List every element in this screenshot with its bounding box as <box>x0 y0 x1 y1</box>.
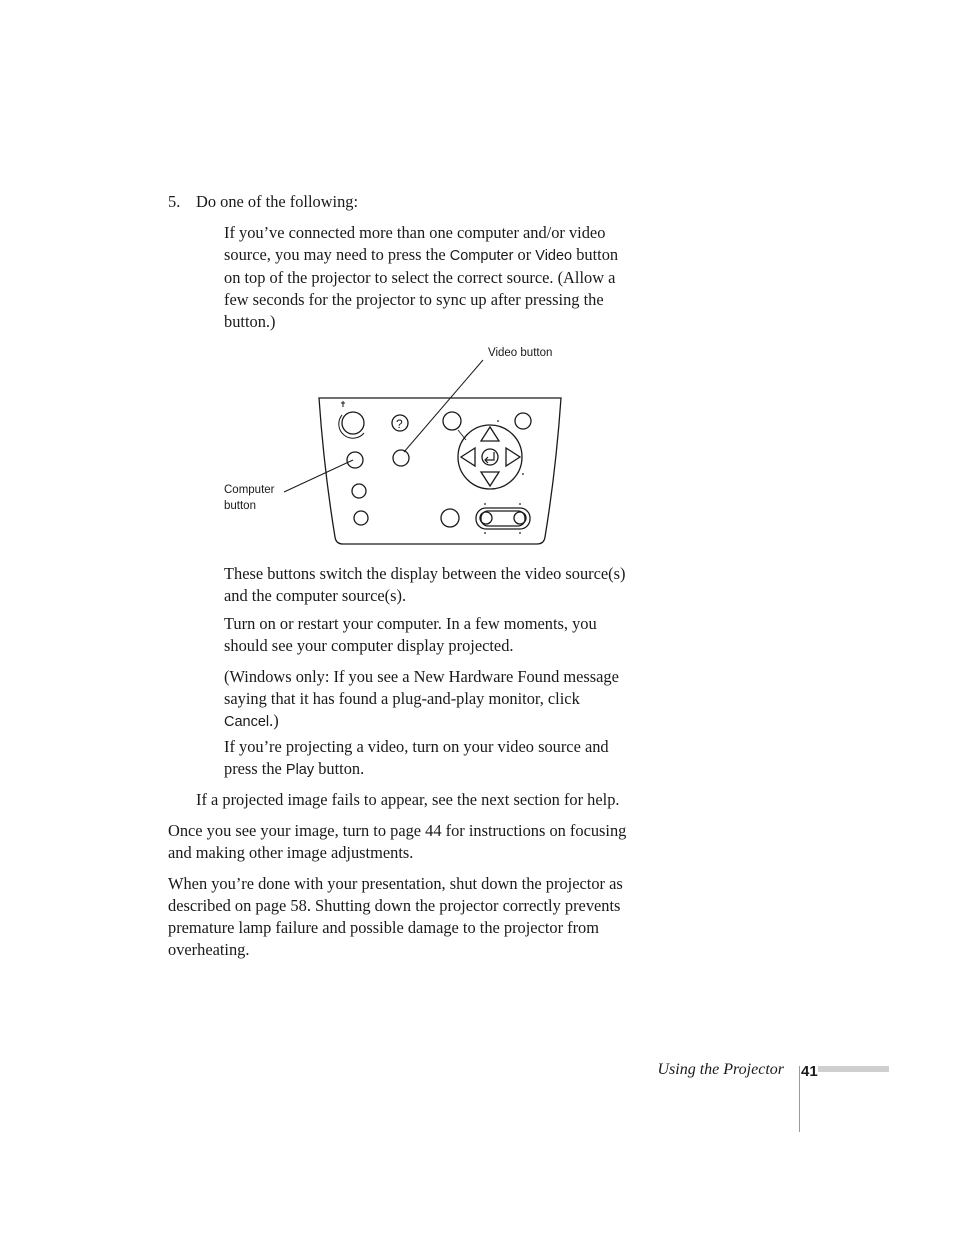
cancel-key-label: Cancel <box>224 714 270 730</box>
paragraph-turn-on: Turn on or restart your computer. In a few moments, you should see your computer display projected. <box>224 614 597 655</box>
paragraph-text: If you’re projecting a video, turn on your video source and press the <box>224 737 609 778</box>
tick-mark <box>484 532 486 534</box>
step-number: 5. <box>168 192 181 211</box>
footer-rule <box>799 1066 800 1132</box>
paragraph-text: .) <box>269 711 279 730</box>
volume-down-button <box>480 512 492 524</box>
tick-mark <box>522 473 524 475</box>
callout-line: button <box>224 500 256 512</box>
resize-button <box>441 509 459 527</box>
running-footer-title: Using the Projector <box>657 1061 784 1078</box>
esc-button <box>515 413 531 429</box>
arrow-left-icon <box>461 448 475 466</box>
power-button <box>342 412 364 434</box>
video-button-callout: Video button <box>488 347 553 359</box>
video-leader-line <box>404 360 483 452</box>
page-number: 41 <box>801 1063 818 1080</box>
footer-bar <box>818 1066 889 1072</box>
paragraph-shutdown: When you’re done with your presentation, shut down the projector as described on page 58. Shutting down the projector correctly prevents premature lamp failure and possible damage to the projector from overheating. <box>168 874 623 959</box>
paragraph-text: or <box>513 245 536 264</box>
computer-key-label: Computer <box>449 248 514 264</box>
tick-mark <box>484 503 486 505</box>
paragraph-help: If a projected image fails to appear, see the next section for help. <box>196 790 620 809</box>
paragraph-windows-note <box>224 666 634 733</box>
step-text: Do one of the following: <box>196 192 359 211</box>
tick-mark <box>497 420 499 422</box>
play-key-label: Play <box>285 762 315 778</box>
paragraph-text: button. <box>314 759 365 778</box>
paragraph-video-play <box>224 736 634 781</box>
dpad-link <box>458 430 466 440</box>
volume-up-button <box>514 512 526 524</box>
computer-leader-line <box>284 460 353 492</box>
paragraph-text: If you’ve connected more than one computer and/or video source, you may need to press the <box>224 223 606 264</box>
help-glyph: ? <box>396 417 403 431</box>
callout-line: Computer <box>224 484 275 496</box>
video-key-label: Video <box>535 248 573 264</box>
arrow-up-icon <box>481 427 499 441</box>
av-mute-button <box>352 484 366 498</box>
tick-mark <box>519 503 521 505</box>
video-button <box>393 450 409 466</box>
computer-button <box>347 452 363 468</box>
paragraph-text: (Windows only: If you see a New Hardware Found message saying that it has found a plug-and-play monitor, click <box>224 667 619 708</box>
enter-icon <box>485 452 494 463</box>
tick-mark <box>519 532 521 534</box>
paragraph-buttons-switch: These buttons switch the display between the video source(s) and the computer source(s). <box>224 564 626 605</box>
paragraph-text: button on top of the projector to select the correct source. (Allow a few seconds for the projector to sync up after pressing the button.) <box>224 245 619 331</box>
menu-button <box>443 412 461 430</box>
arrow-down-icon <box>481 472 499 486</box>
freeze-button <box>354 511 368 525</box>
arrow-right-icon <box>506 448 520 466</box>
enter-button <box>482 449 498 465</box>
directional-pad <box>458 425 522 489</box>
power-indicator-icon <box>341 401 345 407</box>
paragraph-adjustments: Once you see your image, turn to page 44 for instructions on focusing and making other image adjustments. <box>168 821 627 862</box>
